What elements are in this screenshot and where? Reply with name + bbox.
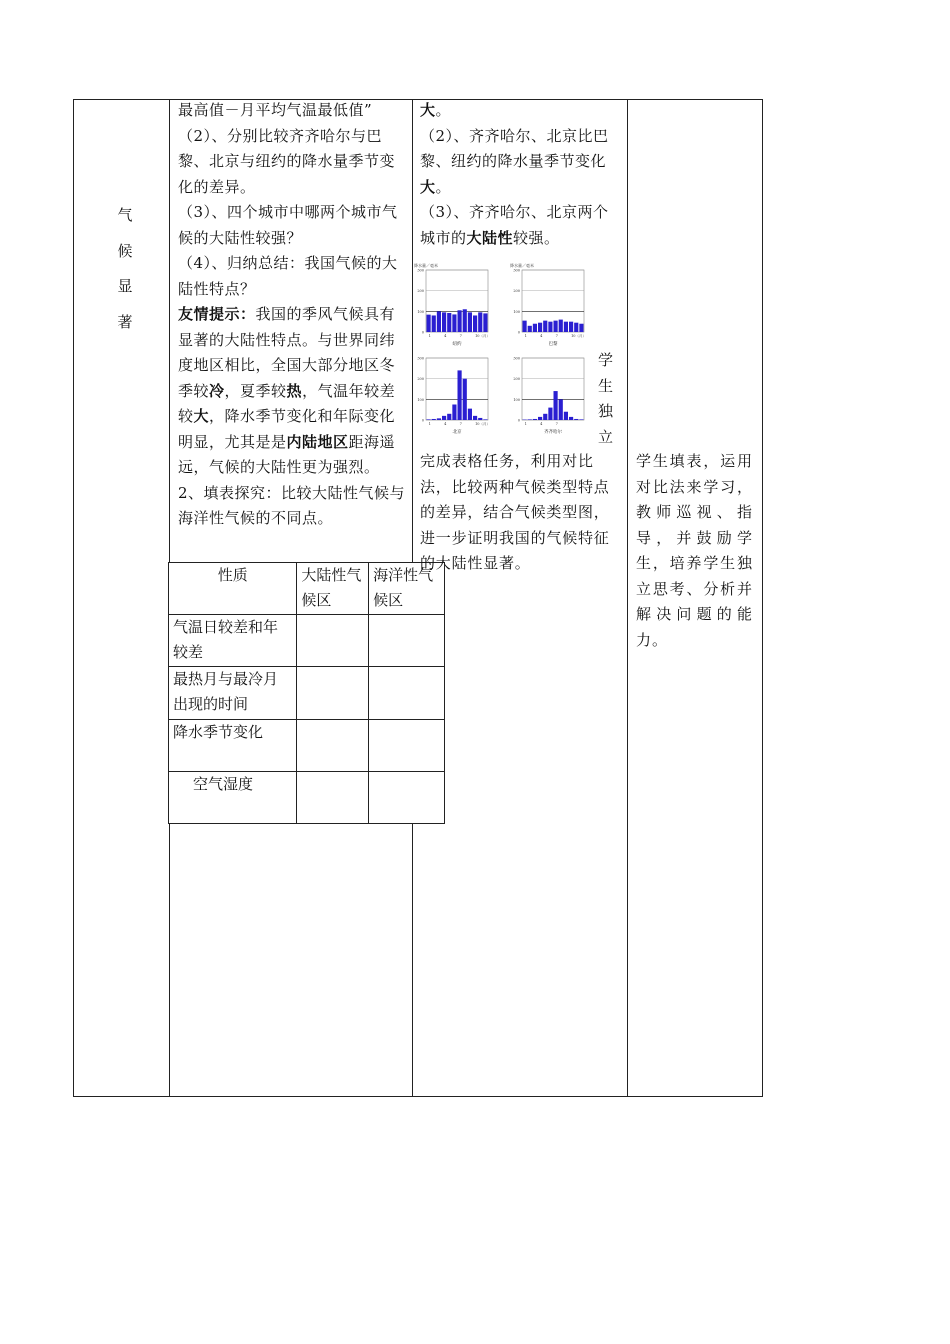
- precip-bar: [483, 313, 487, 332]
- chart-title: 纽约: [452, 342, 462, 347]
- y-tick-label: 200: [417, 289, 424, 294]
- precip-bar: [468, 312, 472, 332]
- precip-bar: [538, 323, 542, 332]
- precip-bar: [452, 405, 456, 421]
- x-tick-label: 10（月）: [571, 334, 587, 338]
- precip-bar: [569, 322, 573, 332]
- precip-bar: [463, 309, 467, 332]
- precip-bar: [548, 408, 552, 420]
- precip-bar: [548, 322, 552, 332]
- precip-bar: [468, 409, 472, 420]
- precip-bar: [447, 313, 451, 332]
- precip-bar: [473, 416, 477, 420]
- y-tick-label: 100: [513, 309, 520, 314]
- row-label: 气温日较差和年较差: [169, 615, 297, 667]
- precip-bar: [452, 314, 456, 332]
- y-tick-label: 200: [513, 289, 520, 294]
- y-tick-label: 100: [513, 397, 520, 402]
- text-line: 最高值－月平均气温最低值”: [178, 101, 373, 119]
- y-tick-label: 300: [513, 356, 520, 361]
- header-continental: 大陆性气候区: [297, 563, 369, 615]
- precip-bar: [533, 324, 537, 332]
- question-3: （3）、四个城市中哪两个城市气候的大陆性较强？: [178, 203, 398, 247]
- precip-bar: [564, 322, 568, 332]
- x-tick-label: 7: [459, 334, 462, 338]
- precip-bar: [463, 379, 467, 420]
- precip-bar: [554, 321, 558, 332]
- x-tick-label: 10（月）: [475, 334, 491, 338]
- precip-bar: [473, 315, 477, 332]
- task-2: 2、填表探究：比较大陆性气候与海洋性气候的不同点。: [178, 483, 406, 527]
- x-tick-label: 1: [428, 334, 431, 338]
- section-label: 气 候 显 著: [117, 206, 133, 331]
- x-tick-label: 7: [555, 334, 558, 338]
- teacher-activity: [178, 98, 406, 532]
- header-maritime: 海洋性气候区: [369, 563, 445, 615]
- y-tick-label: 300: [417, 268, 424, 273]
- answer-2: （2）、齐齐哈尔、北京比巴黎、纽约的降水量季节变化大。: [420, 126, 609, 196]
- answer-cell[interactable]: [369, 667, 445, 719]
- row-label: 最热月与最冷月出现的时间: [169, 667, 297, 719]
- x-tick-label: 4: [540, 422, 543, 426]
- precip-bar: [483, 419, 487, 420]
- precip-bar: [528, 326, 532, 332]
- x-tick-label: 4: [540, 334, 543, 338]
- precip-bar: [442, 416, 446, 420]
- precip-bar: [564, 412, 568, 420]
- answer-3: （3）、齐齐哈尔、北京两个城市的大陆性较强。: [420, 203, 609, 247]
- chart-beijing: [414, 350, 494, 440]
- chart-title: 北京: [452, 430, 462, 435]
- text-line: 大。: [420, 101, 452, 119]
- answer-cell[interactable]: [369, 719, 445, 771]
- student-task-text: 完成表格任务，利用对比法，比较两种气候类型特点的差异，结合气候类型图，进一步证明我国的气候特征的大陆性显著。: [420, 452, 610, 572]
- plot-frame: [522, 358, 584, 420]
- y-tick-label: 0: [421, 330, 424, 335]
- precip-bar: [574, 323, 578, 332]
- answer-cell[interactable]: [297, 771, 369, 823]
- x-tick-label: 7: [459, 422, 462, 426]
- precip-bar: [478, 418, 482, 420]
- precip-bar: [543, 321, 547, 332]
- precip-bar: [427, 315, 431, 332]
- precip-bar: [458, 310, 462, 332]
- design-intent: 学生填表，运用对比法来学习，教师巡视、指导，并鼓励学生，培养学生独立思考、分析并解决问题的能力。: [636, 452, 753, 649]
- chart-qiqihar: [510, 350, 590, 440]
- precip-bar: [432, 315, 436, 332]
- precip-bar: [447, 414, 451, 420]
- x-tick-label: 1: [428, 422, 431, 426]
- answer-cell[interactable]: [369, 771, 445, 823]
- climate-charts: [414, 262, 592, 442]
- y-tick-label: 300: [513, 268, 520, 273]
- y-tick-label: 0: [517, 418, 520, 423]
- question-2: （2）、分别比较齐齐哈尔与巴黎、北京与纽约的降水量季节变化的差异。: [178, 126, 396, 196]
- x-tick-label: 10（月）: [475, 422, 491, 426]
- answer-cell[interactable]: [297, 719, 369, 771]
- plot-frame: [426, 358, 488, 420]
- precip-bar: [538, 417, 542, 420]
- y-tick-label: 0: [421, 418, 424, 423]
- precip-bar: [554, 391, 558, 420]
- precip-bar: [523, 321, 527, 332]
- chart-paris: [510, 262, 590, 352]
- y-tick-label: 200: [417, 377, 424, 382]
- chart-newyork: [414, 262, 494, 352]
- y-tick-label: 300: [417, 356, 424, 361]
- question-4: （4）、归纳总结：我国气候的大陆性特点？: [178, 254, 398, 298]
- column-divider: [627, 100, 628, 1096]
- precip-bar: [559, 399, 563, 420]
- precip-bar: [437, 418, 441, 420]
- precip-bar: [543, 414, 547, 420]
- row-label: 降水季节变化: [169, 719, 297, 771]
- chart-title: 齐齐哈尔: [544, 430, 562, 435]
- precip-bar: [432, 419, 436, 420]
- precip-bar: [533, 419, 537, 420]
- y-tick-label: 100: [417, 309, 424, 314]
- row-label: 空气湿度: [169, 771, 297, 823]
- precip-bar: [574, 419, 578, 420]
- precip-bar: [437, 311, 441, 332]
- precip-bar: [458, 370, 462, 420]
- y-tick-label: 100: [417, 397, 424, 402]
- precip-bar: [478, 312, 482, 332]
- precip-bar: [442, 312, 446, 332]
- precip-bar: [579, 419, 583, 420]
- hint-paragraph: 友情提示：我国的季风气候具有显著的大陆性特点。与世界同纬度地区相比，全国大部分地区冬季较冷，夏季较热，气温年较差较大，降水季节变化和年际变化明显，尤其是是内陆地区距海遥远，气候的大陆性更为强烈。: [178, 305, 396, 476]
- x-tick-label: 7: [555, 422, 558, 426]
- student-activity: [420, 98, 620, 251]
- axis-label: 降水量／毫米: [414, 263, 438, 268]
- precip-bar: [579, 324, 583, 332]
- answer-cell[interactable]: [297, 667, 369, 719]
- header-property: 性质: [169, 563, 297, 615]
- x-tick-label: 4: [444, 422, 447, 426]
- side-text: 学 生 独 立: [598, 351, 614, 446]
- precip-bar: [559, 320, 563, 332]
- precip-bar: [427, 419, 431, 420]
- precip-bar: [569, 417, 573, 420]
- chart-title: 巴黎: [548, 342, 558, 347]
- x-tick-label: 1: [524, 334, 527, 338]
- y-tick-label: 0: [517, 330, 520, 335]
- y-tick-label: 200: [513, 377, 520, 382]
- answer-cell[interactable]: [297, 615, 369, 667]
- comparison-table: [168, 562, 445, 824]
- x-tick-label: 4: [444, 334, 447, 338]
- answer-cell[interactable]: [369, 615, 445, 667]
- precip-bar: [528, 419, 532, 420]
- axis-label: 降水量／毫米: [510, 263, 534, 268]
- x-tick-label: 1: [524, 422, 527, 426]
